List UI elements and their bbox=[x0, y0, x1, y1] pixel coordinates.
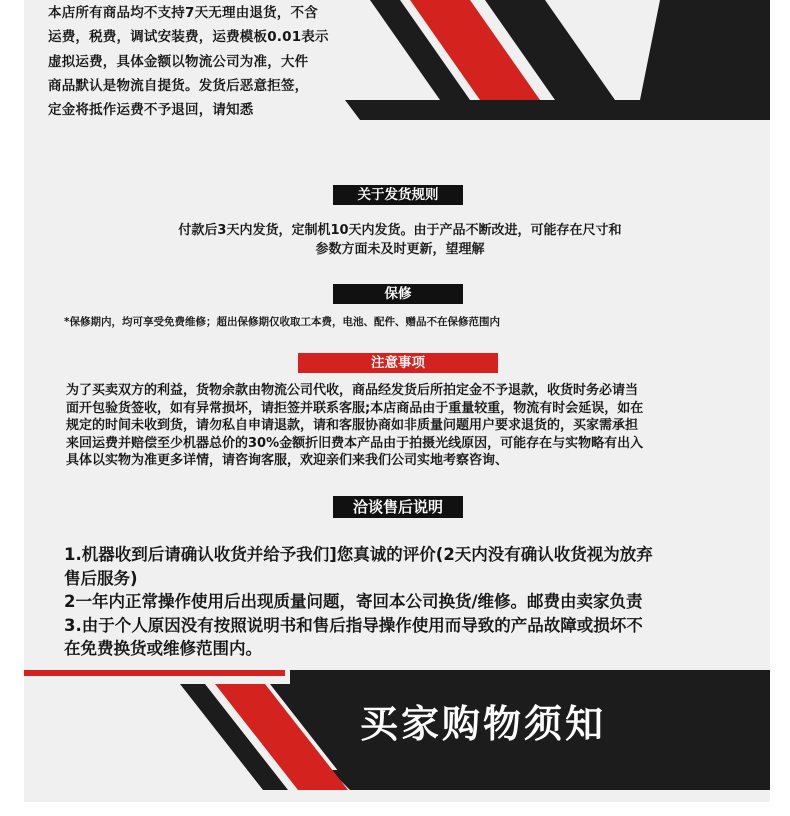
after-sales-line: 在免费换货或维修范围内。 bbox=[64, 639, 262, 658]
shipping-rules-heading: 关于发货规则 bbox=[333, 185, 463, 205]
banner-dark-panel-lower bbox=[330, 770, 770, 790]
after-sales-line: 售后服务) bbox=[64, 568, 138, 588]
notice-line: 规定的时间未收到货，请勿私自申请退款，请和客服协商如非质量问题用户要求退货的，买家需承担 bbox=[66, 418, 639, 434]
policy-line: 运费，税费，调试安装费，运费模板0.01表示 bbox=[48, 29, 329, 46]
notice-line: 为了买卖双方的利益，货物余款由物流公司代收，商品经发货后所拍定金不予退款，收货时务必请当 bbox=[66, 383, 639, 398]
after-sales-line: 1.机器收到后请确认收货并给予我们]您真诚的评价(2天内没有确认收货视为放弃 bbox=[64, 545, 653, 564]
notice-heading: 注意事项 bbox=[298, 353, 498, 373]
notice-line: 来回运费并赔偿至少机器总价的30%金额折旧费本产品由于拍摄光线原因，可能存在与实物略有出入 bbox=[66, 435, 644, 451]
policy-line: 商品默认是物流自提货。发货后恶意拒签， bbox=[48, 77, 309, 94]
policy-line: 本店所有商品均不支持7天无理由退货，不含 bbox=[48, 5, 318, 21]
after-sales-line: 3.由于个人原因没有按照说明书和售后指导操作使用而导致的产品故障或损坏不 bbox=[64, 615, 643, 635]
banner-title: 买家购物须知 bbox=[360, 702, 607, 746]
warranty-heading: 保修 bbox=[333, 284, 463, 304]
shipping-line: 付款后3天内发货，定制机10天内发货。由于产品不断改进，可能存在尺寸和 bbox=[178, 223, 622, 238]
notice-line: 具体以实物为准更多详情，请咨询客服，欢迎亲们来我们公司实地考察咨询、 bbox=[66, 453, 509, 469]
notice-line: 面开包验货签收，如有异常损坏，请拒签并联系客服;本店商品由于重量较重，物流有时会延误，如在 bbox=[66, 400, 644, 416]
policy-line: 定金将抵作运费不予退回，请知悉 bbox=[48, 102, 254, 119]
shipping-line: 参数方面未及时更新，望理解 bbox=[315, 242, 485, 257]
banner-top-red-line bbox=[24, 670, 285, 676]
policy-line: 虚拟运费，具体金额以物流公司为准，大件 bbox=[48, 53, 309, 70]
after-sales-heading: 洽谈售后说明 bbox=[333, 496, 463, 518]
after-sales-line: 2一年内正常操作使用后出现质量问题，寄回本公司换货/维修。邮费由卖家负责 bbox=[64, 592, 643, 611]
warranty-text: *保修期内，均可享受免费维修；超出保修期仅收取工本费，电池、配件、赠品不在保修范围内 bbox=[64, 316, 500, 328]
